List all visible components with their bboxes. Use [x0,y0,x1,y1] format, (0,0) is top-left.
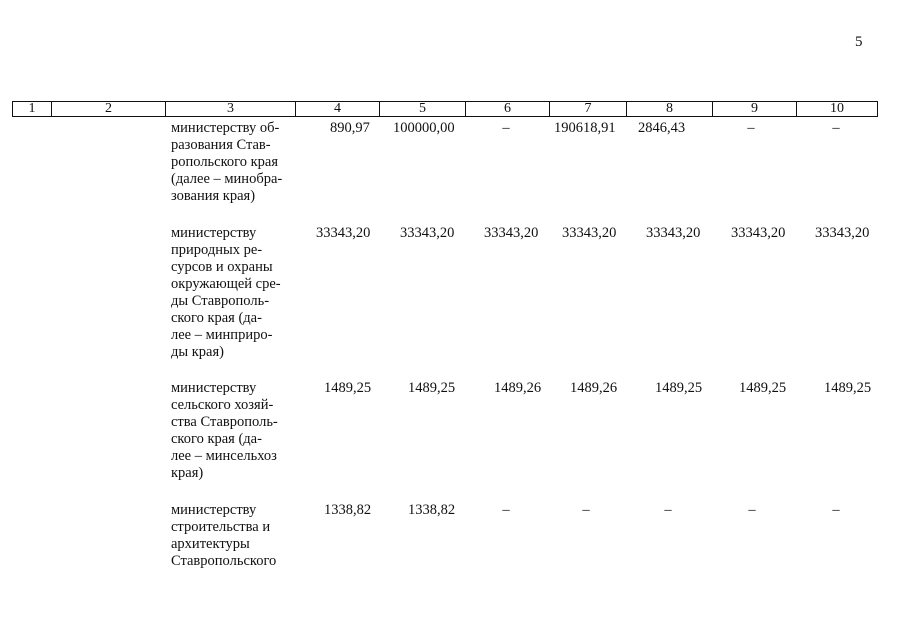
label-line: лее – минприро- [171,327,273,343]
label-line: ского края (да- [171,431,262,447]
header-cell-6: 6 [465,102,549,116]
value-col-5: 1338,82 [408,502,456,518]
value-col-4: 1489,25 [324,380,372,396]
label-line: ропольского края [171,154,279,170]
header-cell-4: 4 [295,102,379,116]
value-col-10: – [832,502,840,518]
label-line: лее – минсельхоз [171,448,277,464]
page-number: 5 [855,34,863,50]
label-line: министерству об- [171,120,280,136]
label-line: архитектуры [171,536,250,552]
value-col-7: 190618,91 [554,120,616,136]
value-col-5: 1489,25 [408,380,456,396]
label-line: края) [171,465,204,481]
value-col-9: 33343,20 [731,225,786,241]
row-label [171,120,289,205]
value-col-6: – [502,502,510,518]
label-line: ды края) [171,344,224,360]
value-col-9: – [747,120,755,136]
value-col-10: 33343,20 [815,225,870,241]
header-cell-2: 2 [51,102,165,116]
value-col-6: – [502,120,510,136]
label-line: ды Ставрополь- [171,293,270,309]
label-line: ского края (да- [171,310,262,326]
label-line: сельского хозяй- [171,397,274,413]
label-line: министерству [171,225,257,241]
label-line: разования Став- [171,137,271,153]
header-cell-8: 8 [626,102,712,116]
row-label [171,502,289,570]
label-line: министерству [171,380,257,396]
value-col-8: 1489,25 [655,380,703,396]
label-line: природных ре- [171,242,263,258]
label-line: (далее – минобра- [171,171,283,187]
value-col-7: – [582,502,590,518]
header-cell-3: 3 [165,102,295,116]
label-line: зования края) [171,188,256,204]
table-header-row [12,101,878,117]
label-line: строительства и [171,519,271,535]
value-col-8: 33343,20 [646,225,701,241]
value-col-8: 2846,43 [638,120,686,136]
value-col-4: 33343,20 [316,225,371,241]
value-col-9: 1489,25 [739,380,787,396]
value-col-6: 1489,26 [494,380,542,396]
label-line: окружающей сре- [171,276,281,292]
value-col-4: 1338,82 [324,502,372,518]
value-col-10: 1489,25 [824,380,872,396]
value-col-6: 33343,20 [484,225,539,241]
value-col-7: 1489,26 [570,380,618,396]
value-col-5: 100000,00 [393,120,455,136]
value-col-10: – [832,120,840,136]
value-col-7: 33343,20 [562,225,617,241]
header-cell-5: 5 [379,102,465,116]
value-col-8: – [664,502,672,518]
label-line: сурсов и охраны [171,259,273,275]
value-col-5: 33343,20 [400,225,455,241]
header-cell-7: 7 [549,102,626,116]
label-line: Ставропольского [171,553,277,569]
label-line: ства Ставрополь- [171,414,278,430]
row-label [171,380,289,482]
label-line: министерству [171,502,257,518]
value-col-9: – [748,502,756,518]
value-col-4: 890,97 [330,120,370,136]
row-label [171,225,289,361]
header-cell-10: 10 [796,102,877,116]
header-cell-1: 1 [28,101,36,116]
header-cell-9: 9 [712,102,796,116]
